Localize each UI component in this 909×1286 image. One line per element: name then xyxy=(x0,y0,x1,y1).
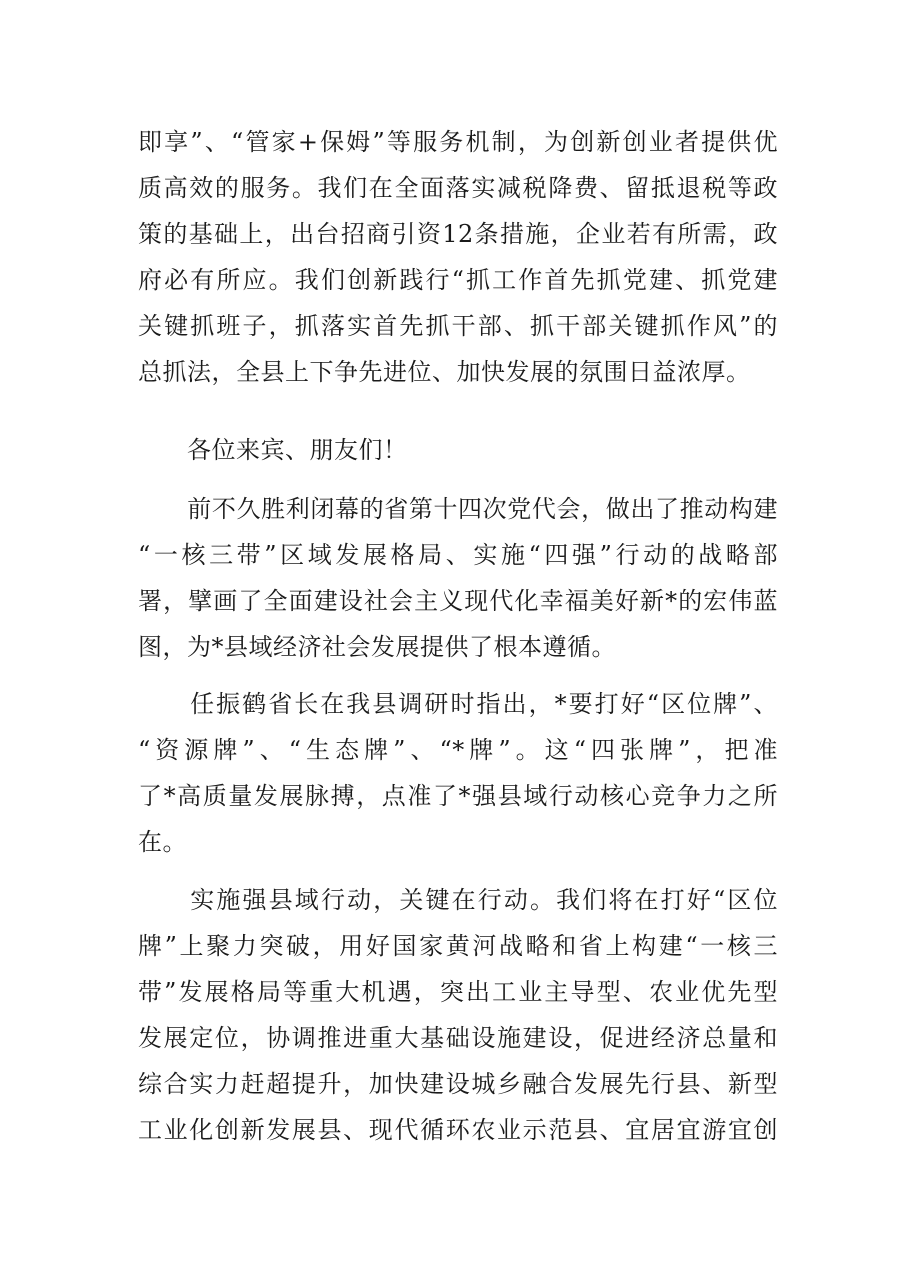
text-line: 质高效的服务。我们在全面落实减税降费、留抵退税等政 xyxy=(138,174,778,202)
text-line: 带”发展格局等重大机遇，突出工业主导型、农业优先型 xyxy=(138,978,778,1006)
text-line: 策的基础上，出台招商引资12条措施，企业若有所需，政 xyxy=(138,220,778,248)
text-line: 府必有所应。我们创新践行“抓工作首先抓党建、抓党建 xyxy=(138,266,778,294)
text-line: 综合实力赶超提升，加快建设城乡融合发展先行县、新型 xyxy=(138,1070,778,1098)
text-line: 前不久胜利闭幕的省第十四次党代会，做出了推动构建 xyxy=(138,495,778,523)
paragraph-governor-remarks xyxy=(138,681,778,865)
text-line: 署，擘画了全面建设社会主义现代化幸福美好新*的宏伟蓝 xyxy=(138,587,778,615)
text-line: 总抓法，全县上下争先进位、加快发展的氛围日益浓厚。 xyxy=(138,358,751,386)
paragraph-service-mechanism xyxy=(138,119,778,395)
text-line: 工业化创新发展县、现代循环农业示范县、宜居宜游宜创 xyxy=(138,1116,778,1144)
text-line: 关键抓班子，抓落实首先抓干部、抓干部关键抓作风”的 xyxy=(138,312,778,340)
text-line: 各位来宾、朋友们！ xyxy=(138,436,408,464)
text-line: 了*高质量发展脉搏，点准了*强县域行动核心竞争力之所 xyxy=(138,782,778,810)
paragraph-party-congress xyxy=(138,486,778,670)
text-line: 任振鹤省长在我县调研时指出，*要打好“区位牌”、 xyxy=(138,690,778,718)
text-line: 实施强县域行动，关键在行动。我们将在打好“区位 xyxy=(138,886,778,914)
text-line: 牌”上聚力突破，用好国家黄河战略和省上构建“一核三 xyxy=(138,932,778,960)
text-line: 在。 xyxy=(138,828,187,856)
text-line: 即享”、“管家+保姆”等服务机制，为创新创业者提供优 xyxy=(138,128,778,156)
text-line: “资源牌”、“生态牌”、“*牌”。这“四张牌”，把准 xyxy=(138,736,778,764)
text-line: 发展定位，协调推进重大基础设施建设，促进经济总量和 xyxy=(138,1024,778,1052)
text-line: “一核三带”区域发展格局、实施“四强”行动的战略部 xyxy=(138,541,778,569)
paragraph-greeting xyxy=(138,427,778,473)
text-line: 图，为*县域经济社会发展提供了根本遵循。 xyxy=(138,633,616,661)
paragraph-county-action xyxy=(138,877,778,1153)
